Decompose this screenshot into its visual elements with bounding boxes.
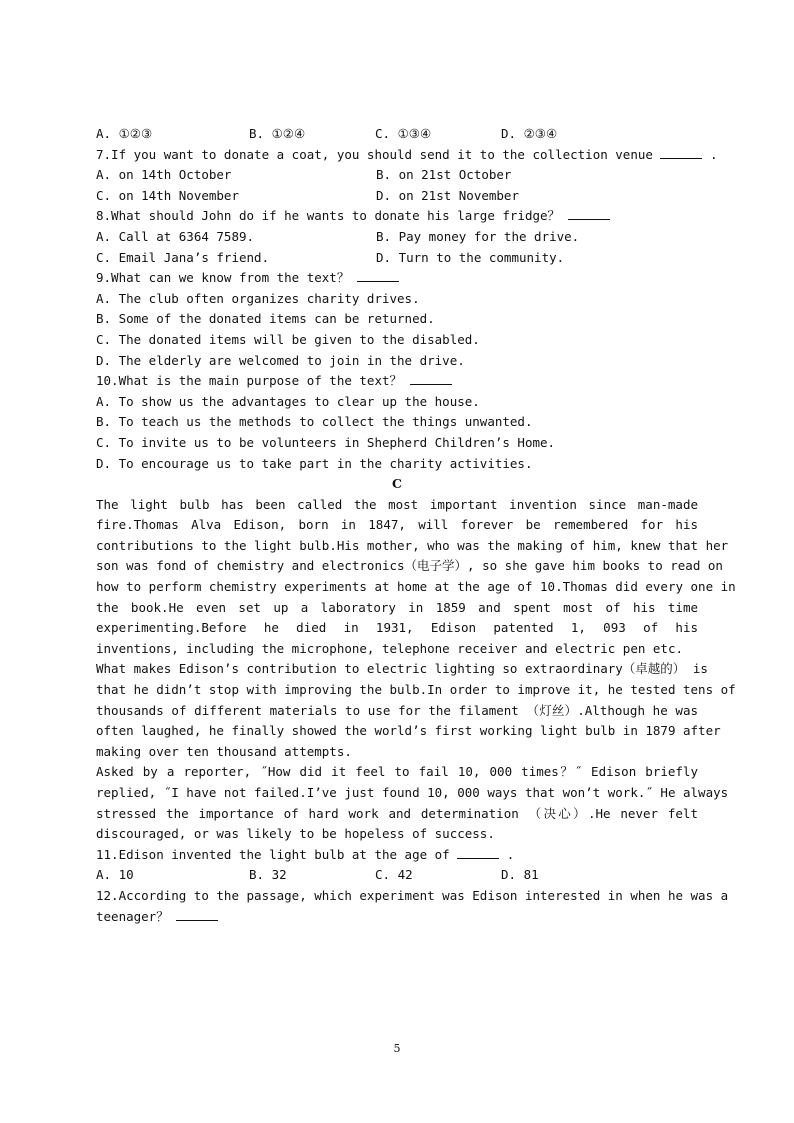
q7-option-c: C. on 14th November	[96, 187, 239, 203]
q6-options	[96, 124, 698, 145]
passage-line: making over ten thousand attempts.	[96, 743, 352, 759]
q11-answer-blank	[457, 846, 499, 859]
passage-paragraph-2	[96, 659, 736, 762]
passage-line: stressed the importance of hard work and determination （决心）.He never felt	[96, 805, 698, 821]
q6-option-c: C. ①③④	[375, 126, 432, 141]
passage-line: Asked by a reporter, ˝How did it feel to fail 10, 000 times？˝ Edison briefly	[96, 764, 698, 780]
q11-option-a: A. 10	[96, 867, 134, 883]
q7-stem-text: 7.If you want to donate a coat, you should send it to the collection venue	[96, 146, 653, 162]
q11-stem	[96, 845, 698, 866]
q11-option-c: C. 42	[375, 867, 413, 883]
q12-stem-text: teenager？	[96, 908, 169, 924]
passage-line: that he didn’t stop with improving the bulb.In order to improve it, he tested tens of	[96, 682, 736, 698]
q7-option-a: A. on 14th October	[96, 167, 232, 183]
passage-line: inventions, including the microphone, telephone receiver and electric pen etc.	[96, 640, 683, 656]
passage-line: how to perform chemistry experiments at home at the age of 10.Thomas did every one in	[96, 579, 736, 595]
q7-stem-tail: .	[709, 146, 718, 162]
q7-options-row2	[96, 186, 698, 207]
q7-stem	[96, 145, 718, 166]
q9-option-a: A. The club often organizes charity drives.	[96, 290, 420, 306]
passage-line: contributions to the light bulb.His mother, who was the making of him, knew that her	[96, 537, 729, 553]
q12-answer-blank	[176, 908, 218, 921]
q7-option-b: B. on 21st October	[376, 167, 512, 183]
q8-stem-text: 8.What should John do if he wants to donate his large fridge？	[96, 208, 561, 224]
passage-line: often laughed, he finally showed the world’s first working light bulb in 1879 after	[96, 723, 721, 739]
q10-option-b: B. To teach us the methods to collect the things unwanted.	[96, 414, 533, 430]
passage-paragraph-3	[96, 762, 729, 844]
passage-line: the book.He even set up a laboratory in 1859 and spent most of his time	[96, 599, 698, 615]
passage-line: experimenting.Before he died in 1931, Edison patented 1, 093 of his	[96, 620, 698, 636]
q11-stem-text: 11.Edison invented the light bulb at the age of	[96, 846, 450, 862]
passage-line: replied, ˝I have not failed.I’ve just found 10, 000 ways that won’t work.˝ He always	[96, 785, 729, 800]
passage-line: thousands of different materials to use for the filament （灯丝）.Although he was	[96, 702, 698, 718]
q8-option-b: B. Pay money for the drive.	[376, 228, 580, 244]
q9-option-b: B. Some of the donated items can be returned.	[96, 311, 435, 327]
q12-stem-line2	[96, 907, 698, 928]
q10-option-a: A. To show us the advantages to clear up the house.	[96, 393, 480, 409]
q11-options	[96, 865, 698, 886]
q6-option-d: D. ②③④	[501, 126, 558, 141]
q8-option-a: A. Call at 6364 7589.	[96, 228, 255, 244]
q10-option-d: D. To encourage us to take part in the charity activities.	[96, 455, 533, 471]
q7-answer-blank	[660, 146, 702, 159]
q7-option-d: D. on 21st November	[376, 187, 519, 203]
passage-paragraph-1	[96, 495, 736, 660]
q6-option-b: B. ①②④	[249, 126, 306, 141]
q10-stem-text: 10.What is the main purpose of the text？	[96, 373, 402, 389]
q9-stem-text: 9.What can we know from the text？	[96, 270, 350, 286]
passage-line: fire.Thomas Alva Edison, born in 1847, will forever be remembered for his	[96, 517, 698, 533]
passage-line: The light bulb has been called the most important invention since man-made	[96, 496, 698, 512]
q9-stem	[96, 268, 698, 289]
q7-options-row1	[96, 165, 698, 186]
q11-stem-tail: .	[506, 846, 515, 862]
q6-option-a: A. ①②③	[96, 126, 153, 141]
page-number: 5	[393, 1042, 401, 1055]
q9-answer-blank	[357, 269, 399, 282]
page-content	[96, 124, 736, 927]
section-c-heading: C	[392, 476, 402, 492]
passage-line: discouraged, or was likely to be hopeless of success.	[96, 826, 495, 842]
passage-line: What makes Edison’s contribution to electric lighting so extraordinary（卓越的） is	[96, 661, 708, 677]
q8-option-d: D. Turn to the community.	[376, 249, 565, 265]
passage-line: son was fond of chemistry and electronics（电子学）, so she gave him books to read on	[96, 558, 723, 574]
q11-option-b: B. 32	[249, 867, 287, 883]
q9-option-d: D. The elderly are welcomed to join in the drive.	[96, 352, 465, 368]
q8-stem	[96, 206, 698, 227]
q8-answer-blank	[568, 207, 610, 220]
q10-stem	[96, 371, 698, 392]
q10-answer-blank	[410, 372, 452, 385]
q10-option-c: C. To invite us to be volunteers in Shepherd Children’s Home.	[96, 434, 556, 450]
q8-options-row2	[96, 248, 698, 269]
q12-stem-line1: 12.According to the passage, which experiment was Edison interested in when he was a	[96, 887, 729, 903]
q8-options-row1	[96, 227, 698, 248]
q8-option-c: C. Email Jana’s friend.	[96, 249, 270, 265]
q9-option-c: C. The donated items will be given to the disabled.	[96, 331, 480, 347]
q11-option-d: D. 81	[501, 867, 539, 883]
